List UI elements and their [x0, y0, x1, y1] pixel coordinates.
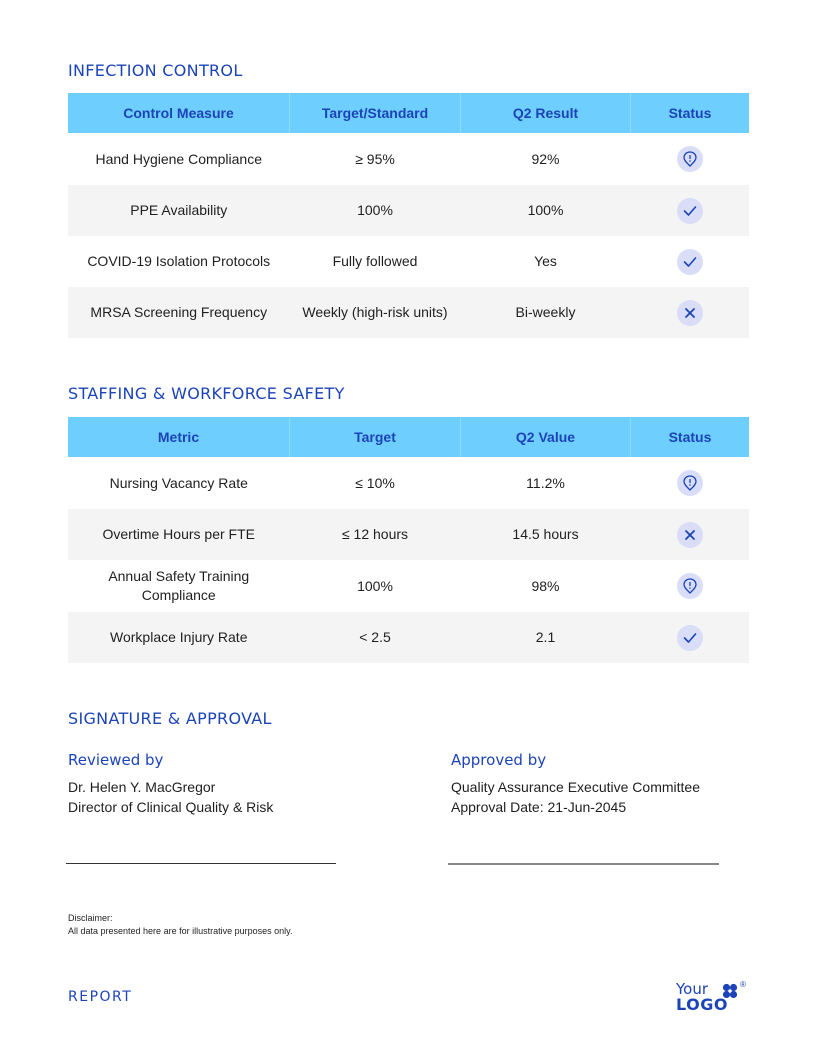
cell-status [631, 287, 750, 338]
cell-target: < 2.5 [290, 612, 461, 663]
logo-bottom-text: LOGO [676, 995, 728, 1014]
column-header: Target [290, 417, 461, 457]
cross-icon [677, 522, 703, 548]
column-header: Metric [68, 417, 290, 457]
cell-result: 92% [531, 150, 560, 167]
table-row [68, 457, 749, 509]
cell-value: 11.2% [526, 474, 565, 491]
registered-mark: ® [740, 980, 746, 989]
cross-icon [677, 300, 703, 326]
approver-name: Quality Assurance Executive Committee [451, 779, 700, 795]
table-row [68, 612, 749, 663]
reviewer-signature-line [66, 863, 336, 864]
cell-target: Weekly (high-risk units) [290, 287, 461, 338]
reviewed-by-heading: Reviewed by [68, 751, 164, 769]
company-logo [676, 980, 752, 1016]
table-row [68, 236, 749, 287]
cell-measure: MRSA Screening Frequency [68, 287, 290, 338]
table-header-row [68, 417, 749, 457]
cell-target: 100% [290, 185, 461, 236]
column-header: Status [631, 417, 750, 457]
reviewer-role: Director of Clinical Quality & Risk [68, 799, 274, 815]
approval-date: Approval Date: 21-Jun-2045 [451, 799, 627, 815]
disclaimer-label: Disclaimer: [68, 913, 113, 923]
check-icon [677, 249, 703, 275]
logo-top-text: Your [676, 980, 709, 998]
cell-target: ≥ 95% [355, 150, 395, 167]
cell-metric: Annual Safety Training Compliance [108, 568, 250, 603]
cell-measure: PPE Availability [68, 185, 290, 236]
cell-status [631, 185, 750, 236]
cell-status [631, 612, 750, 663]
cell-measure: COVID-19 Isolation Protocols [87, 253, 271, 269]
approved-by-heading: Approved by [451, 751, 547, 769]
cell-target: ≤ 10% [355, 474, 395, 491]
cell-status [631, 236, 750, 287]
cell-metric: Workplace Injury Rate [68, 612, 290, 663]
cell-target: 100% [357, 577, 393, 594]
warning-icon [677, 573, 703, 599]
cell-target: ≤ 12 hours [290, 509, 461, 560]
cell-value: 14.5 hours [461, 509, 631, 560]
cell-target: Fully followed [332, 253, 418, 269]
cell-result: Yes [534, 253, 557, 269]
table-row [68, 287, 749, 338]
footer-report-label: REPORT [68, 989, 133, 1005]
signature-title: SIGNATURE & APPROVAL [68, 709, 272, 728]
approver-signature-line [448, 863, 719, 865]
column-header: Q2 Result [461, 93, 631, 133]
cell-status [631, 560, 750, 612]
cell-metric: Overtime Hours per FTE [68, 509, 290, 560]
cell-status [631, 133, 750, 185]
disclaimer [68, 912, 292, 938]
infection-control-table [68, 93, 749, 338]
column-header: Q2 Value [461, 417, 631, 457]
staffing-title: STAFFING & WORKFORCE SAFETY [68, 384, 345, 403]
cell-status [631, 457, 750, 509]
table-header-row [68, 93, 749, 133]
check-icon [677, 198, 703, 224]
infection-control-title: INFECTION CONTROL [68, 61, 243, 80]
disclaimer-text: All data presented here are for illustrative purposes only. [68, 926, 293, 936]
column-header: Status [631, 93, 750, 133]
warning-icon [677, 470, 703, 496]
column-header: Target/Standard [290, 93, 461, 133]
table-row [68, 185, 749, 236]
warning-icon [677, 146, 703, 172]
check-icon [677, 625, 703, 651]
cell-status [631, 509, 750, 560]
cell-value: 98% [531, 577, 560, 594]
cell-metric: Nursing Vacancy Rate [109, 474, 248, 491]
staffing-table [68, 417, 749, 663]
table-row [68, 560, 749, 612]
table-row [68, 509, 749, 560]
cell-value: 2.1 [461, 612, 631, 663]
reviewer-name: Dr. Helen Y. MacGregor [68, 779, 216, 795]
table-row [68, 133, 749, 185]
cell-result: 100% [461, 185, 631, 236]
column-header: Control Measure [68, 93, 290, 133]
cell-result: Bi-weekly [461, 287, 631, 338]
cell-measure: Hand Hygiene Compliance [95, 150, 263, 167]
